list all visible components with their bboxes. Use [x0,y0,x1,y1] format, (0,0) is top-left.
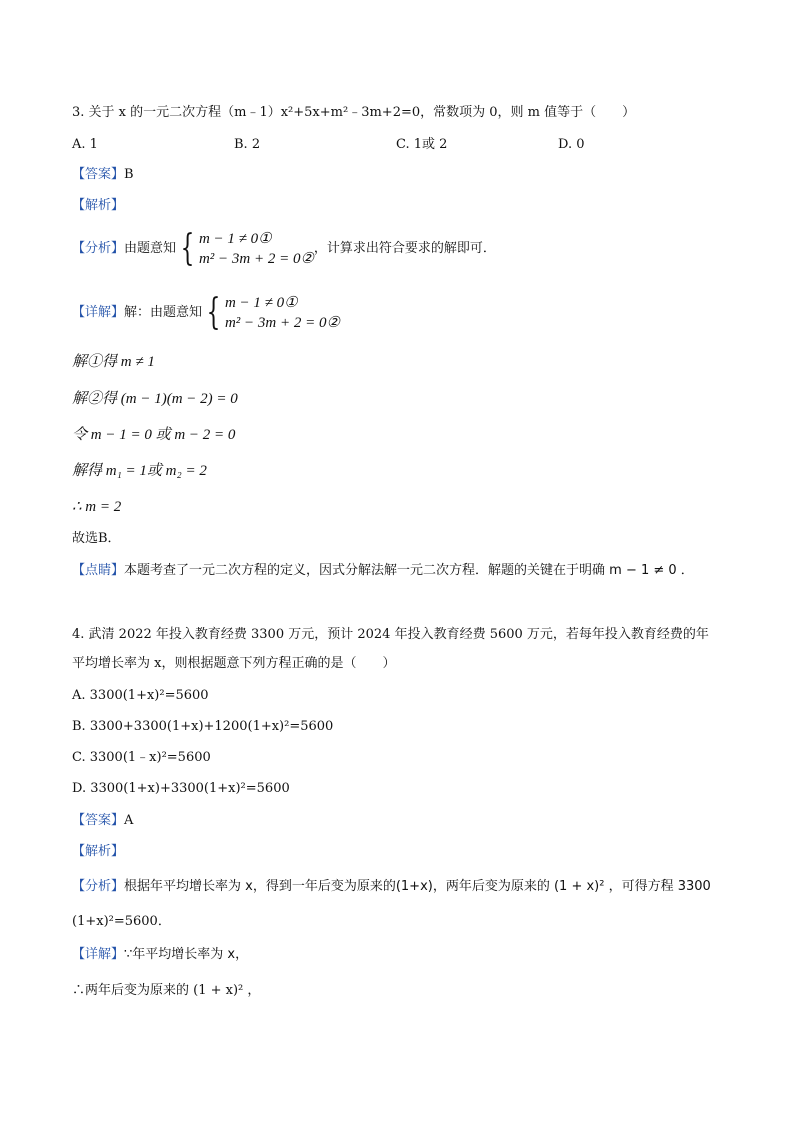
equation-1: m − 1 ≠ 0① [224,294,298,311]
fenxi-tag: 【分析】 [72,879,125,894]
dianjing-tag: 【点睛】 [72,563,125,578]
q4-xiangjie-line-1 [72,946,248,964]
analysis-tag: 【解析】 [72,198,125,213]
q3-step-6: 故选B． [72,531,121,546]
q4-answer [72,812,133,830]
analysis-tag: 【解析】 [72,844,125,859]
xiangjie-pre: 解：由题意知 [124,305,203,320]
q4-option-b[interactable]: B. 3300+3300(1+x)+1200(1+x)²=5600 [72,719,334,734]
equation-1: m − 1 ≠ 0① [198,230,272,247]
q3-options [72,136,722,154]
q3-xiangjie [72,290,340,336]
q3-option-d[interactable]: D. 0 [558,137,585,152]
fenxi-pre: 由题意知 [124,241,177,256]
equation-2: m² − 3m + 2 = 0② [198,250,314,267]
q3-step-5: ∴ m = 2 [72,499,122,515]
q4-option-d[interactable]: D. 3300(1+x)+3300(1+x)²=5600 [72,781,290,796]
equation-system [225,293,340,333]
left-brace-icon: { [180,227,195,269]
q4-fenxi-line-2: (1+x)²=5600． [72,914,171,929]
q3-step-4: 解得 m₁ = 1或 m₂ = 2 [72,463,207,479]
equation-system [199,229,314,269]
q4-xiangjie-line-2: ∴两年后变为原来的 (1 + x)² ， [72,983,261,998]
q4-analysis-tag [72,843,124,861]
q3-option-b[interactable]: B. 2 [234,137,261,152]
xiangjie-text: ∵年平均增长率为 x， [124,947,249,962]
q4-fenxi-line-1 [72,878,711,896]
q3-step-1: 解①得 m ≠ 1 [72,354,155,370]
answer-tag: 【答案】 [72,813,125,828]
fenxi-text: 根据年平均增长率为 x，得到一年后变为原来的(1+x)，两年后变为原来的 (1 + x)² ，可得方程 3300 [124,879,711,894]
answer-value: A [124,813,134,828]
q3-option-c[interactable]: C. 1或 2 [396,137,448,152]
q3-answer [72,166,134,184]
answer-tag: 【答案】 [72,167,125,182]
fenxi-post: ，计算求出符合要求的解即可． [313,241,496,256]
q3-analysis-tag [72,197,124,215]
q3-option-a[interactable]: A. 1 [72,137,98,152]
q3-fenxi [72,226,496,272]
answer-value: B [124,167,134,182]
q4-option-a[interactable]: A. 3300(1+x)²=5600 [72,688,209,703]
q4-stem-line-2: 平均增长率为 x，则根据题意下列方程正确的是（ ） [72,656,396,671]
q4-option-c[interactable]: C. 3300(1﹣x)²=5600 [72,750,211,765]
q3-stem: 3. 关于 x 的一元二次方程（m﹣1）x²+5x+m²﹣3m+2=0，常数项为 0，则 m 值等于（ ） [72,105,636,120]
xiangjie-tag: 【详解】 [72,305,125,320]
q3-step-2: 解②得 (m − 1)(m − 2) = 0 [72,391,238,407]
q4-stem-line-1: 4. 武清 2022 年投入教育经费 3300 万元，预计 2024 年投入教育经费 5600 万元，若每年投入教育经费的年 [72,627,709,642]
equation-2: m² − 3m + 2 = 0② [224,314,340,331]
fenxi-tag: 【分析】 [72,241,125,256]
q3-dianjing [72,562,694,580]
dianjing-text: 本题考查了一元二次方程的定义，因式分解法解一元二次方程．解题的关键在于明确 m − 1 ≠ 0 ． [124,563,694,578]
left-brace-icon: { [206,291,221,333]
q3-step-3: 令 m − 1 = 0 或 m − 2 = 0 [72,427,236,443]
xiangjie-tag: 【详解】 [72,947,125,962]
